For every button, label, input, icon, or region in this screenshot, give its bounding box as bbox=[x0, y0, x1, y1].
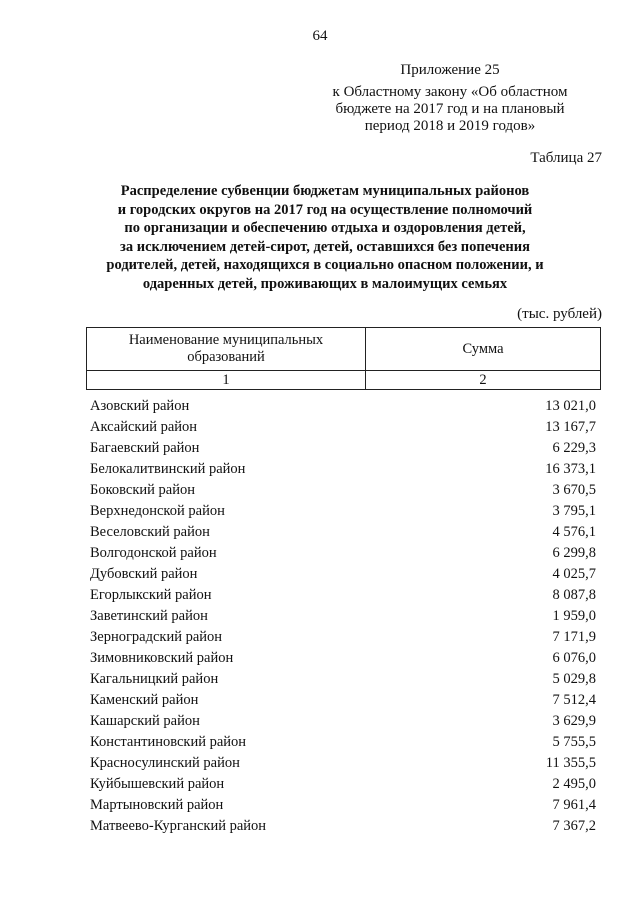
amount-value: 6 229,3 bbox=[552, 440, 596, 456]
table-row bbox=[90, 501, 596, 522]
amount-value: 8 087,8 bbox=[552, 587, 596, 603]
amount-value: 7 512,4 bbox=[552, 692, 596, 708]
title-line: одаренных детей, проживающих в малоимущих семьях bbox=[142, 275, 508, 292]
header-name-line: образований bbox=[187, 349, 265, 365]
municipality-name: Аксайский район bbox=[90, 419, 198, 435]
table-row bbox=[90, 585, 596, 606]
municipality-name: Волгодонской район bbox=[90, 545, 217, 561]
amount-value: 7 171,9 bbox=[552, 629, 596, 645]
amount-value: 6 076,0 bbox=[552, 650, 596, 666]
table-body bbox=[90, 396, 596, 837]
appendix-title: Приложение 25 bbox=[400, 62, 500, 78]
municipality-name: Зимовниковский район bbox=[90, 650, 234, 666]
appendix-law-line: бюджете на 2017 год и на плановый bbox=[335, 101, 565, 117]
municipality-name: Куйбышевский район bbox=[90, 776, 225, 792]
amount-value: 3 795,1 bbox=[552, 503, 596, 519]
table-label: Таблица 27 bbox=[530, 150, 602, 166]
table-row bbox=[90, 774, 596, 795]
amount-value: 11 355,5 bbox=[545, 755, 596, 771]
table-row bbox=[90, 732, 596, 753]
amount-value: 5 755,5 bbox=[552, 734, 596, 750]
table-row bbox=[90, 690, 596, 711]
title-line: Распределение субвенции бюджетам муниципальных районов bbox=[120, 183, 530, 199]
amount-value: 6 299,8 bbox=[552, 545, 596, 561]
appendix-law-line: к Областному закону «Об областном bbox=[332, 84, 568, 100]
amount-value: 7 367,2 bbox=[552, 818, 596, 834]
title-line: за исключением детей-сирот, детей, оставшихся без попечения bbox=[120, 238, 530, 255]
amount-value: 13 167,7 bbox=[545, 419, 596, 435]
header-sum-cell: Сумма bbox=[366, 328, 601, 371]
municipality-name: Азовский район bbox=[90, 398, 190, 414]
table-row bbox=[90, 816, 596, 837]
title-line: родителей, детей, находящихся в социально опасном положении, и bbox=[106, 257, 544, 274]
municipality-name: Верхнедонской район bbox=[90, 503, 225, 519]
units-label: (тыс. рублей) bbox=[517, 306, 602, 322]
municipality-name: Дубовский район bbox=[90, 566, 198, 582]
municipality-name: Белокалитвинский район bbox=[90, 461, 246, 477]
column-number-2: 2 bbox=[366, 371, 601, 390]
table-row bbox=[90, 438, 596, 459]
header-name-cell bbox=[87, 328, 366, 371]
amount-value: 3 670,5 bbox=[552, 482, 596, 498]
table-row bbox=[90, 396, 596, 417]
page-number: 64 bbox=[312, 28, 328, 44]
municipality-name: Константиновский район bbox=[90, 734, 247, 750]
header-name-line: Наименование муниципальных bbox=[128, 332, 324, 348]
document-title bbox=[90, 182, 560, 294]
municipality-name: Заветинский район bbox=[90, 608, 208, 624]
table-row bbox=[90, 711, 596, 732]
amount-value: 5 029,8 bbox=[552, 671, 596, 687]
municipality-name: Матвеево-Курганский район bbox=[90, 818, 267, 834]
appendix-reference bbox=[300, 62, 600, 135]
municipality-name: Красносулинский район bbox=[90, 755, 240, 771]
title-line: по организации и обеспечению отдыха и оздоровления детей, bbox=[124, 220, 526, 237]
table-row bbox=[90, 627, 596, 648]
title-line: и городских округов на 2017 год на осуществление полномочий bbox=[117, 201, 533, 218]
municipality-name: Зерноградский район bbox=[90, 629, 223, 645]
municipality-name: Каменский район bbox=[90, 692, 199, 708]
municipality-name: Боковский район bbox=[90, 482, 195, 498]
amount-value: 1 959,0 bbox=[552, 608, 596, 624]
appendix-law-line: период 2018 и 2019 годов» bbox=[364, 118, 536, 134]
table-row bbox=[90, 480, 596, 501]
amount-value: 13 021,0 bbox=[545, 398, 596, 414]
amount-value: 7 961,4 bbox=[552, 797, 596, 813]
table-row bbox=[90, 669, 596, 690]
municipality-name: Веселовский район bbox=[90, 524, 210, 540]
municipality-name: Егорлыкский район bbox=[90, 587, 212, 603]
municipality-name: Кашарский район bbox=[90, 713, 200, 729]
municipality-name: Кагальницкий район bbox=[90, 671, 219, 687]
column-number-1: 1 bbox=[87, 371, 366, 390]
table-header bbox=[86, 327, 601, 390]
table-row bbox=[90, 459, 596, 480]
amount-value: 3 629,9 bbox=[552, 713, 596, 729]
amount-value: 16 373,1 bbox=[545, 461, 596, 477]
table-row bbox=[90, 606, 596, 627]
municipality-name: Мартыновский район bbox=[90, 797, 224, 813]
table-row bbox=[90, 522, 596, 543]
amount-value: 4 576,1 bbox=[552, 524, 596, 540]
table-row bbox=[90, 543, 596, 564]
table-row bbox=[90, 648, 596, 669]
municipality-name: Багаевский район bbox=[90, 440, 200, 456]
table-row bbox=[90, 795, 596, 816]
table-row bbox=[90, 564, 596, 585]
table-row bbox=[90, 417, 596, 438]
amount-value: 4 025,7 bbox=[552, 566, 596, 582]
amount-value: 2 495,0 bbox=[552, 776, 596, 792]
table-row bbox=[90, 753, 596, 774]
